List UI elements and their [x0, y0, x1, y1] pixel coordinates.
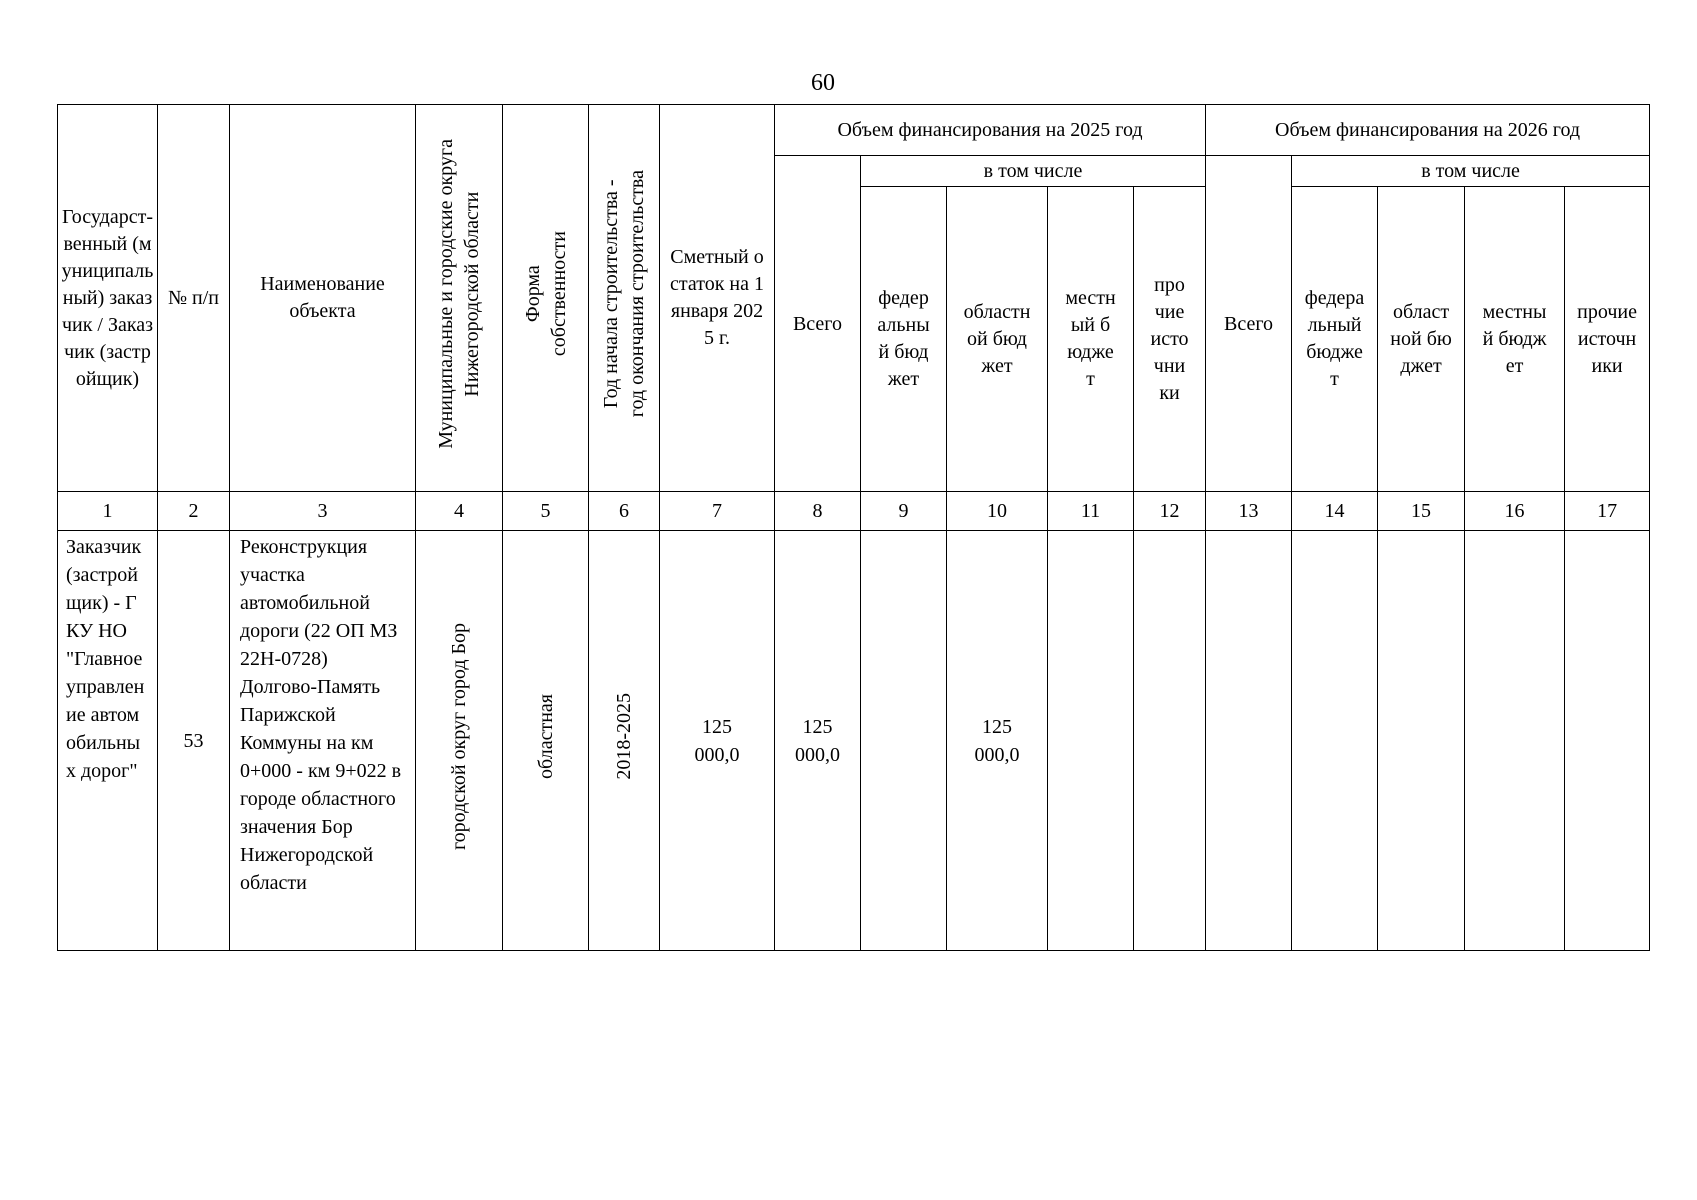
cell-total-2025: 125 000,0	[775, 531, 861, 951]
cell-total-2026	[1206, 531, 1292, 951]
cell-other-2026	[1565, 531, 1650, 951]
header-local-2026: местный бюджет	[1465, 187, 1565, 492]
header-ownership	[503, 105, 589, 492]
cell-ownership	[503, 531, 589, 951]
header-estimate-balance: Сметный остаток на 1 января 2025 г.	[660, 105, 775, 492]
column-number: 14	[1292, 492, 1378, 531]
header-years	[589, 105, 660, 492]
column-number: 7	[660, 492, 775, 531]
column-number: 13	[1206, 492, 1292, 531]
column-number: 1	[58, 492, 158, 531]
header-districts	[416, 105, 503, 492]
column-number: 11	[1048, 492, 1134, 531]
column-number: 16	[1465, 492, 1565, 531]
header-group-2025: Объем финансирования на 2025 год	[775, 105, 1206, 156]
column-number: 10	[947, 492, 1048, 531]
header-other-2026: прочие источники	[1565, 187, 1650, 492]
cell-other-2025	[1134, 531, 1206, 951]
cell-years	[589, 531, 660, 951]
column-number: 8	[775, 492, 861, 531]
cell-local-2025	[1048, 531, 1134, 951]
header-group-2026: Объем финансирования на 2026 год	[1206, 105, 1650, 156]
column-number: 5	[503, 492, 589, 531]
header-number: № п/п	[158, 105, 230, 492]
column-number: 3	[230, 492, 416, 531]
column-number: 9	[861, 492, 947, 531]
page-number: 60	[811, 70, 835, 96]
cell-district-text: городской округ город Бор	[448, 622, 470, 851]
cell-federal-2025	[861, 531, 947, 951]
column-number: 12	[1134, 492, 1206, 531]
cell-estimate-balance: 125 000,0	[660, 531, 775, 951]
cell-federal-2026	[1292, 531, 1378, 951]
column-number: 6	[589, 492, 660, 531]
cell-ownership-text: областная	[534, 694, 557, 779]
header-total-2026: Всего	[1206, 156, 1292, 492]
cell-district	[416, 531, 503, 951]
header-other-2025: прочие источники	[1134, 187, 1206, 492]
header-federal-2025: федеральный бюджет	[861, 187, 947, 492]
header-object-name: Наименование объекта	[230, 105, 416, 492]
column-number: 15	[1378, 492, 1465, 531]
table-row	[58, 531, 1650, 951]
header-including-2026: в том числе	[1292, 156, 1650, 187]
header-local-2025: местный бюджет	[1048, 187, 1134, 492]
cell-regional-2026	[1378, 531, 1465, 951]
header-including-2025: в том числе	[861, 156, 1206, 187]
column-number: 17	[1565, 492, 1650, 531]
header-customer: Государст-венный (муниципальный) заказчик / Заказчик (застройщик)	[58, 105, 158, 492]
header-years-text: Год начала строительства - год окончания строительства	[600, 170, 648, 418]
cell-customer: Заказчик (застройщик) - ГКУ НО "Главное управление автомобильных дорог"	[58, 531, 158, 951]
header-ownership-text: Форма собственности	[521, 231, 570, 357]
header-federal-2026: федеральный бюджет	[1292, 187, 1378, 492]
header-regional-2026: областной бюджет	[1378, 187, 1465, 492]
cell-regional-2025: 125 000,0	[947, 531, 1048, 951]
cell-local-2026	[1465, 531, 1565, 951]
column-number: 4	[416, 492, 503, 531]
header-regional-2025: областной бюджет	[947, 187, 1048, 492]
financing-table	[57, 104, 1650, 951]
column-number-row	[58, 492, 1650, 531]
cell-years-text: 2018-2025	[613, 693, 635, 780]
header-row-1	[58, 105, 1650, 156]
cell-object-name: Реконструкция участка автомобильной дороги (22 ОП МЗ 22Н-0728) Долгово-Память Парижской Коммуны на км 0+000 - км 9+022 в городе областного значения Бор Нижегородской области	[230, 531, 416, 951]
header-districts-text: Муниципальные и городские округа Нижегородской области	[435, 139, 483, 449]
cell-number: 53	[158, 531, 230, 951]
header-total-2025: Всего	[775, 156, 861, 492]
column-number: 2	[158, 492, 230, 531]
